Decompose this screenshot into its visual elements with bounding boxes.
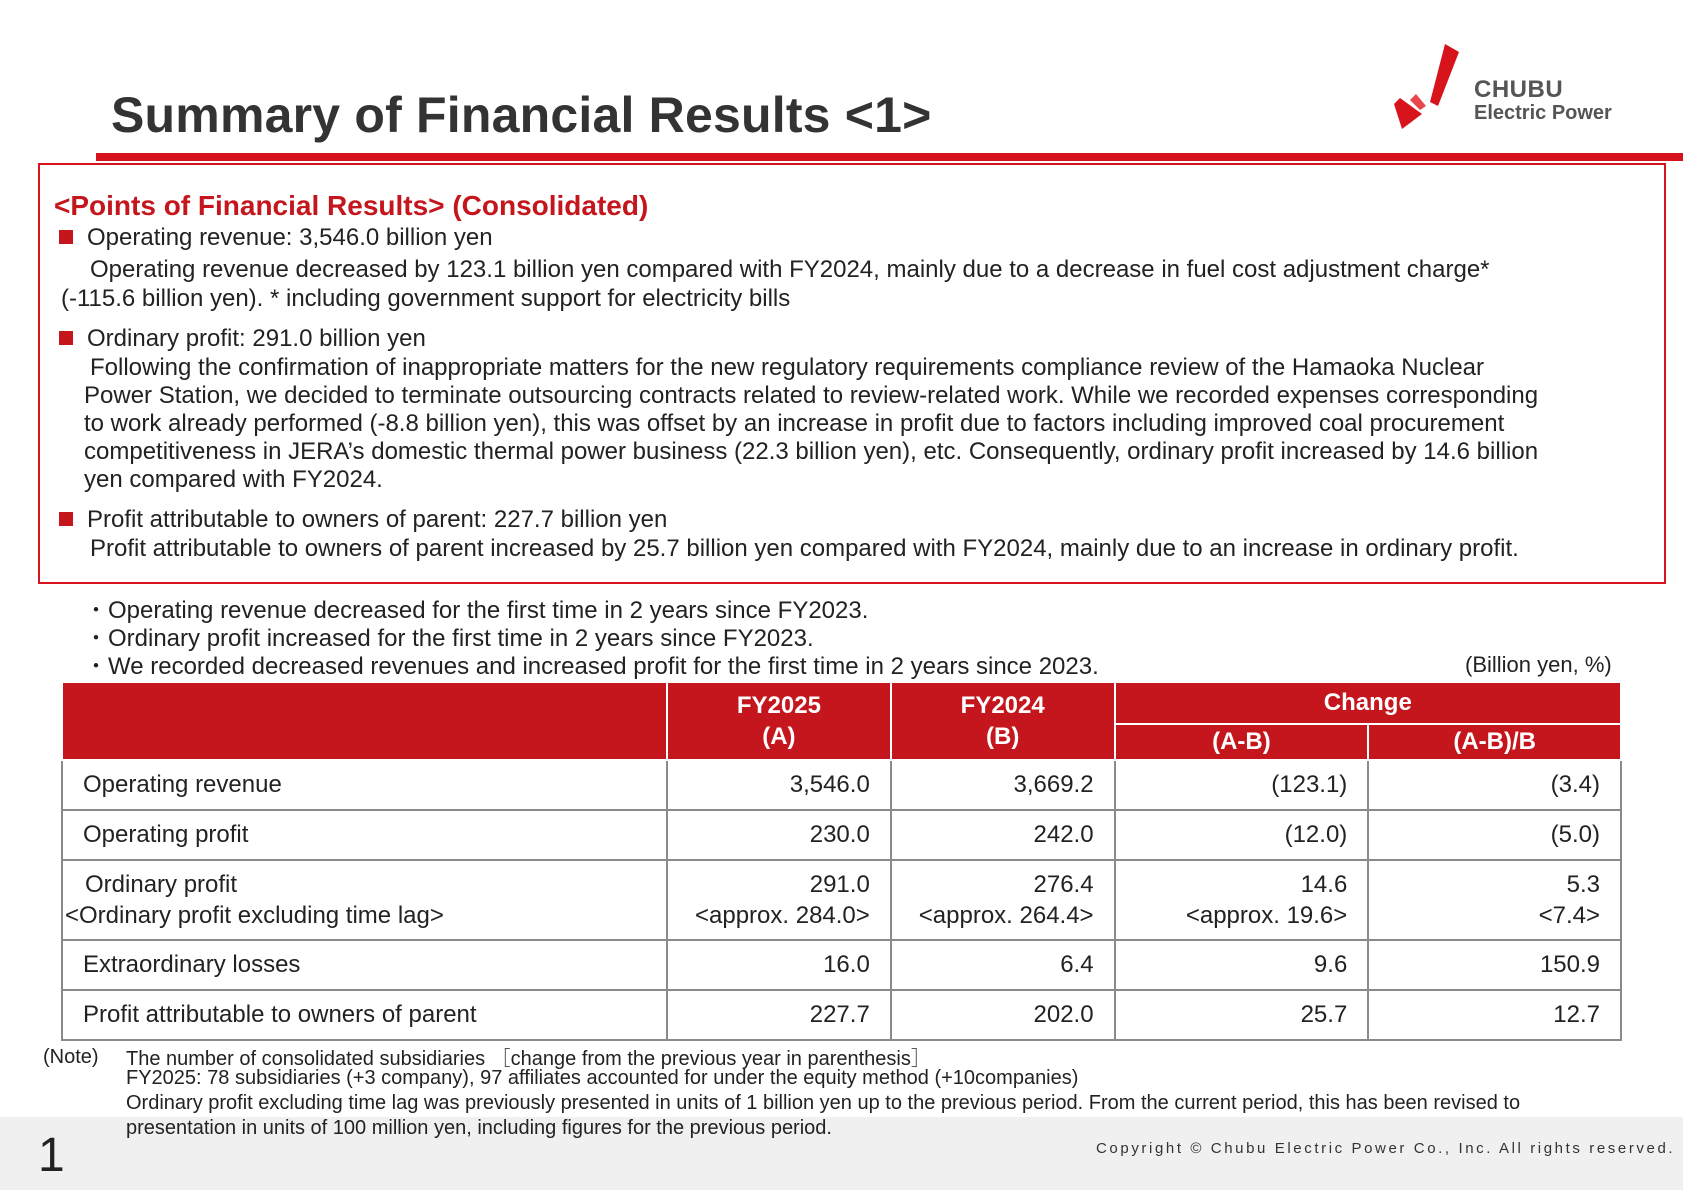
cell-ratio — [1368, 860, 1621, 940]
cell-ratio: (3.4) — [1368, 760, 1621, 810]
header-fy2025 — [667, 682, 891, 760]
cell-diff — [1115, 860, 1369, 940]
table-row — [62, 860, 1621, 940]
header-fy2024-sub: (B) — [986, 723, 1020, 750]
point-2-line: yen compared with FY2024. — [84, 466, 383, 493]
point-1-head: Operating revenue: 3,546.0 billion yen — [87, 224, 493, 251]
logo-text-electric-power: Electric Power — [1474, 102, 1612, 124]
company-logo — [1390, 42, 1630, 132]
header-diff: (A-B) — [1115, 724, 1369, 760]
row-label: Operating revenue — [62, 760, 667, 810]
title-underline-bar — [96, 153, 1683, 161]
note-line: presentation in units of 100 million yen, including figures for the previous period. — [126, 1117, 832, 1139]
cell-ratio: 150.9 — [1368, 940, 1621, 990]
dot-point: ・We recorded decreased revenues and increased profit for the first time in 2 years since 2023. — [84, 653, 1099, 680]
bullet-square-icon — [59, 512, 73, 526]
point-2-line: competitiveness in JERA’s domestic thermal power business (22.3 billion yen), etc. Consequently, ordinary profit increased by 14.6 billion — [84, 438, 1539, 465]
cell-fy2025: 230.0 — [667, 810, 891, 860]
cell-fy2024: 242.0 — [891, 810, 1115, 860]
row-label — [62, 860, 667, 940]
cell-value: 291.0 — [809, 871, 870, 898]
cell-subvalue: <7.4> — [1538, 902, 1600, 929]
header-fy2024 — [891, 682, 1115, 760]
cell-fy2024: 202.0 — [891, 990, 1115, 1040]
header-blank — [62, 682, 667, 760]
cell-diff: 25.7 — [1115, 990, 1369, 1040]
cell-subvalue: <approx. 264.4> — [918, 902, 1094, 929]
point-3-line: Profit attributable to owners of parent increased by 25.7 billion yen compared with FY2024, mainly due to an increase in ordinary profit. — [90, 535, 1519, 562]
table-row — [62, 940, 1621, 990]
header-fy2025-label: FY2025 — [736, 692, 821, 719]
cell-value: 5.3 — [1566, 871, 1600, 898]
bullet-square-icon — [59, 230, 73, 244]
point-1-line: (-115.6 billion yen). * including government support for electricity bills — [61, 285, 791, 312]
point-2-line: Power Station, we decided to terminate outsourcing contracts related to review-related work. While we recorded expenses corresponding — [84, 382, 1539, 409]
header-fy2025-sub: (A) — [762, 723, 796, 750]
copyright: Copyright © Chubu Electric Power Co., Inc. All rights reserved. — [1096, 1140, 1676, 1157]
cell-subvalue: <approx. 284.0> — [694, 902, 870, 929]
cell-fy2025: 3,546.0 — [667, 760, 891, 810]
unit-label: (Billion yen, %) — [1465, 652, 1612, 677]
cell-diff: (12.0) — [1115, 810, 1369, 860]
cell-fy2024: 3,669.2 — [891, 760, 1115, 810]
cell-fy2025: 227.7 — [667, 990, 891, 1040]
row-label: Operating profit — [62, 810, 667, 860]
header-fy2024-label: FY2024 — [960, 692, 1045, 719]
logo-text-chubu: CHUBU — [1474, 76, 1564, 103]
cell-fy2025 — [667, 860, 891, 940]
points-heading: <Points of Financial Results> (Consolidated) — [54, 190, 649, 221]
bullet-square-icon — [59, 331, 73, 345]
cell-fy2024: 6.4 — [891, 940, 1115, 990]
cell-ratio: 12.7 — [1368, 990, 1621, 1040]
cell-subvalue: <approx. 19.6> — [1185, 902, 1348, 929]
point-1-line: Operating revenue decreased by 123.1 billion yen compared with FY2024, mainly due to a decrease in fuel cost adjustment charge* — [90, 256, 1490, 283]
note-label: (Note) — [43, 1046, 99, 1068]
cell-fy2024 — [891, 860, 1115, 940]
table-row — [62, 760, 1621, 810]
logo-mark-icon — [1390, 42, 1470, 132]
table-row — [62, 990, 1621, 1040]
row-label: Extraordinary losses — [62, 940, 667, 990]
cell-value: 276.4 — [1033, 871, 1094, 898]
cell-fy2025: 16.0 — [667, 940, 891, 990]
row-label-sub: <Ordinary profit excluding time lag> — [65, 902, 444, 929]
note-line: Ordinary profit excluding time lag was previously presented in units of 1 billion yen up to the previous period. From the current period, this has been revised to — [126, 1092, 1521, 1114]
point-3-head: Profit attributable to owners of parent: 227.7 billion yen — [87, 506, 668, 533]
page-number: 1 — [38, 1129, 65, 1182]
cell-diff: (123.1) — [1115, 760, 1369, 810]
table-row — [62, 810, 1621, 860]
cell-diff: 9.6 — [1115, 940, 1369, 990]
point-2-line: to work already performed (-8.8 billion yen), this was offset by an increase in profit due to factors including improved coal procurement — [84, 410, 1505, 437]
table-header-row — [62, 682, 1621, 724]
cell-value: 14.6 — [1300, 871, 1348, 898]
row-label-main: Ordinary profit — [85, 871, 238, 898]
header-change: Change — [1115, 682, 1621, 724]
cell-ratio: (5.0) — [1368, 810, 1621, 860]
financial-results-table — [61, 681, 1622, 1041]
note-line: The number of consolidated subsidiaries ［change from the previous year in parenthesis］ — [126, 1048, 931, 1070]
point-2-line: Following the confirmation of inappropriate matters for the new regulatory requirements compliance review of the Hamaoka Nuclear — [90, 354, 1485, 381]
header-ratio: (A-B)/B — [1368, 724, 1621, 760]
note-line: FY2025: 78 subsidiaries (+3 company), 97 affiliates accounted for under the equity method (+10companies) — [126, 1067, 1079, 1089]
dot-point: ・Operating revenue decreased for the first time in 2 years since FY2023. — [84, 597, 869, 624]
page-title: Summary of Financial Results <1> — [111, 87, 932, 143]
point-2-head: Ordinary profit: 291.0 billion yen — [87, 325, 426, 352]
dot-point: ・Ordinary profit increased for the first time in 2 years since FY2023. — [84, 625, 814, 652]
row-label: Profit attributable to owners of parent — [62, 990, 667, 1040]
